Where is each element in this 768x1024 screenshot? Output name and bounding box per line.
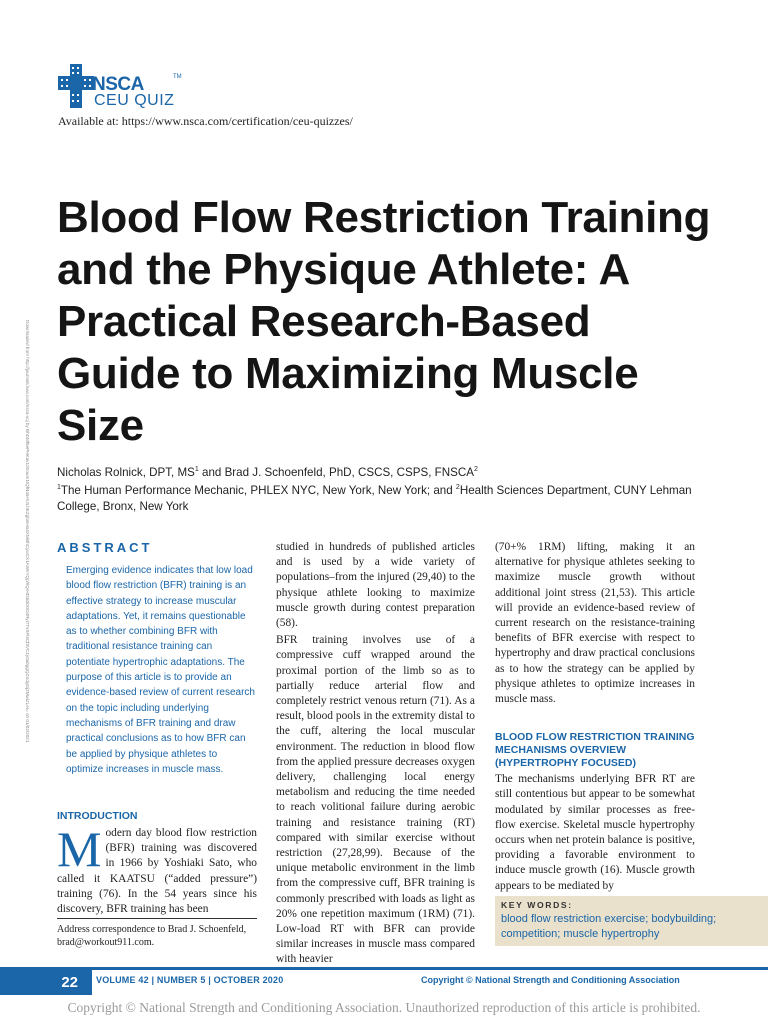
logo-trademark: TM <box>173 74 182 80</box>
download-watermark <box>22 320 32 800</box>
author-affiliations: $^1$The Human Performance Mechanic, PHLEX NYC, New York, New York; and $^2$Health Sciences Department, CUNY Lehman College, Bronx, New York <box>57 484 692 513</box>
keywords-box <box>495 896 768 946</box>
copyright-notice: Copyright © National Strength and Conditioning Association. Unauthorized reproduction of this article is prohibited. <box>67 1000 701 1015</box>
abstract-column <box>57 540 257 777</box>
paragraph: studied in hundreds of published articles and is used by a wide variety of populations–from the injured (29,40) to the physique athlete looking to maximize muscle growth during contest preparation (58). <box>276 541 475 630</box>
available-at-link[interactable]: Available at: https://www.nsca.com/certification/ceu-quizzes/ <box>58 114 353 128</box>
page-number: 22 <box>0 970 92 995</box>
body-column-3 <box>495 540 695 894</box>
correspondence-address: Address correspondence to Brad J. Schoenfeld, brad@workout911.com. <box>57 918 257 949</box>
footer-copyright: Copyright © National Strength and Conditioning Association <box>421 975 680 985</box>
keywords-text: blood flow restriction exercise; bodybuilding; competition; muscle hypertrophy <box>501 913 717 940</box>
paragraph: BFR training involves use of a compressive cuff wrapped around the proximal portion of the limb so as to partially reduce arterial flow and completely restrict venous return (71). As a result, blood pools in the extremity distal to the cuff, altering the local muscular environment. The reduction in blood flow from the applied pressure decreases oxygen delivery, challenging local energy metabolism and reducing the time needed to reach volitional failure during aerobic training and resistance training (RT) compared with similar exercise without restriction (27,28,99). Because of the unique metabolic environment in the limb from the compressive cuff, BFR training is commonly prescribed with loads as light as 20% one repetition maximum (1RM) (71). Low-load RT with BFR can provide similar increases in muscle mass compared with heavier <box>276 634 475 966</box>
article-title: Blood Flow Restriction Training and the Physique Athlete: A Practical Research-Based Guide to Maximizing Muscle Size <box>57 193 711 450</box>
mechanisms-heading: BLOOD FLOW RESTRICTION TRAINING MECHANISMS OVERVIEW (HYPERTROPHY FOCUSED) <box>495 731 695 770</box>
nsca-ceu-quiz-logo <box>58 60 188 110</box>
page-footer <box>0 967 768 997</box>
logo-brand-text: NSCA <box>92 74 144 95</box>
issue-info: VOLUME 42 | NUMBER 5 | OCTOBER 2020 <box>96 975 284 985</box>
introduction-heading: INTRODUCTION <box>57 810 138 822</box>
drop-cap: M <box>57 821 102 877</box>
abstract-text: Emerging evidence indicates that low load blood flow restriction (BFR) training is an effective strategy to increase muscular adaptations. Yet, it remains questionable as to whether combining BFR with traditional resistance training can potentiate hypertrophic adaptations. The purpose of this article is to provide an evidence-based review of current research on the topic including underlying mechanisms of BFR training and draw practical conclusions as to how BFR can be applied by physique athletes to optimize increases in muscle mass. <box>66 565 255 775</box>
body-column-2 <box>276 540 475 968</box>
paragraph: The mechanisms underlying BFR RT are still contentious but appear to be somewhat modulated by similar processes as free-flow exercise. Skeletal muscle hypertrophy occurs when net protein balance is positive, providing a favorable environment to induce muscle growth (16). Muscle growth appears to be mediated by <box>495 773 695 892</box>
nsca-cross-logo-icon <box>58 64 94 108</box>
introduction-paragraph: odern day blood flow restriction (BFR) training was discovered in 1966 by Yoshiaki Sato, who called it KAATSU (“added pressure”) training (76). In the 54 years since his discovery, BFR training has been <box>57 827 257 916</box>
author-names: Nicholas Rolnick, DPT, $MS^1$ and Brad J. Schoenfeld, PhD, CSCS, CSPS, FNSCA$^2$ <box>57 465 478 479</box>
keywords-label: KEY WORDS: <box>501 900 573 910</box>
abstract-heading: ABSTRACT <box>57 540 153 555</box>
introduction-text <box>57 821 257 917</box>
paragraph: (70+% 1RM) lifting, making it an alternative for physique athletes seeking to maximize muscle growth without additional joint stress (21,53). This article will provide an evidence-based review of current research on the resistance-training benefits of BFR exercise with respect to hypertrophy and draw practical conclusions as to how the strategy can be applied by physique athletes to optimize increases in muscle mass. <box>495 541 695 706</box>
download-watermark-text: Downloaded from http://journals.lww.com/nsca-scj by BhDMf5ePHKav1zEoum1tQfN4a+kJLhEZgbsIHo4XMi0hCywCX1AWnYQp/IlQrHD3i3D0OdRyi7TvSFl4Cf3VC1y0abggQZXdgGj2MwlZLeI= on 01/02/2021 <box>25 320 30 743</box>
authors-block <box>57 462 737 514</box>
logo-subtitle: CEU QUIZ <box>94 92 175 109</box>
